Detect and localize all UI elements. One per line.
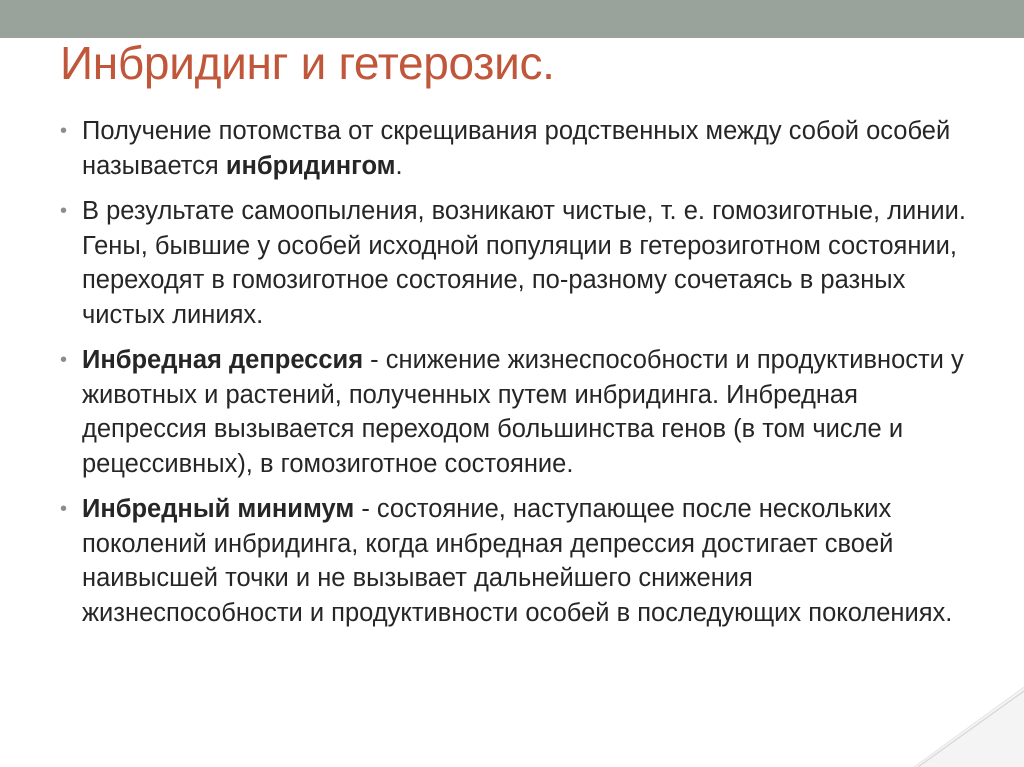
- bullet-marker: •: [60, 120, 68, 142]
- bullet-term: Инбредная депрессия: [82, 346, 364, 374]
- bullet-item-inbreeding-minimum: [60, 492, 970, 630]
- bullet-item-self-pollination: [60, 194, 970, 332]
- bullet-text: В результате самоопыления, возникают чистые, т. е. гомозиготные, линии. Гены, бывшие у особей исходной популяции в гетерозиготном состоянии, переходят в гомозиготное состояние, по-разному сочетаясь в разных чистых линиях.: [82, 197, 966, 329]
- bullet-term: Инбредный минимум: [82, 495, 355, 523]
- bullet-marker: •: [60, 349, 68, 371]
- bullet-item-inbreeding-depression: [60, 343, 970, 481]
- slide-header-bar: [0, 0, 1024, 38]
- bullet-text: Получение потомства от скрещивания родственных между собой особей называется: [82, 117, 951, 180]
- bullet-text: .: [395, 151, 403, 180]
- bullet-marker: •: [60, 200, 68, 222]
- slide-title: Инбридинг и гетерозис.: [60, 37, 555, 89]
- bullet-marker: •: [60, 498, 68, 520]
- bullet-term: инбридингом: [225, 151, 396, 180]
- bullet-item-inbreeding: [60, 114, 970, 183]
- page-curl-decoration: [914, 687, 1024, 767]
- bullet-text: - состояние, наступающее после нескольких поколений инбридинга, когда инбредная депрессия достигает своей наивысшей точки и не вызывает дальнейшего снижения жизнеспособности и продуктивности особей в последующих поколениях.: [82, 495, 953, 627]
- bullet-text: - снижение жизнеспособности и продуктивности у животных и растений, полученных путем инбридинга. Инбредная депрессия вызывается переходом большинства генов (в том числе и рецессивных), в гомозиготное состояние.: [82, 346, 964, 478]
- bullet-list: [60, 114, 970, 641]
